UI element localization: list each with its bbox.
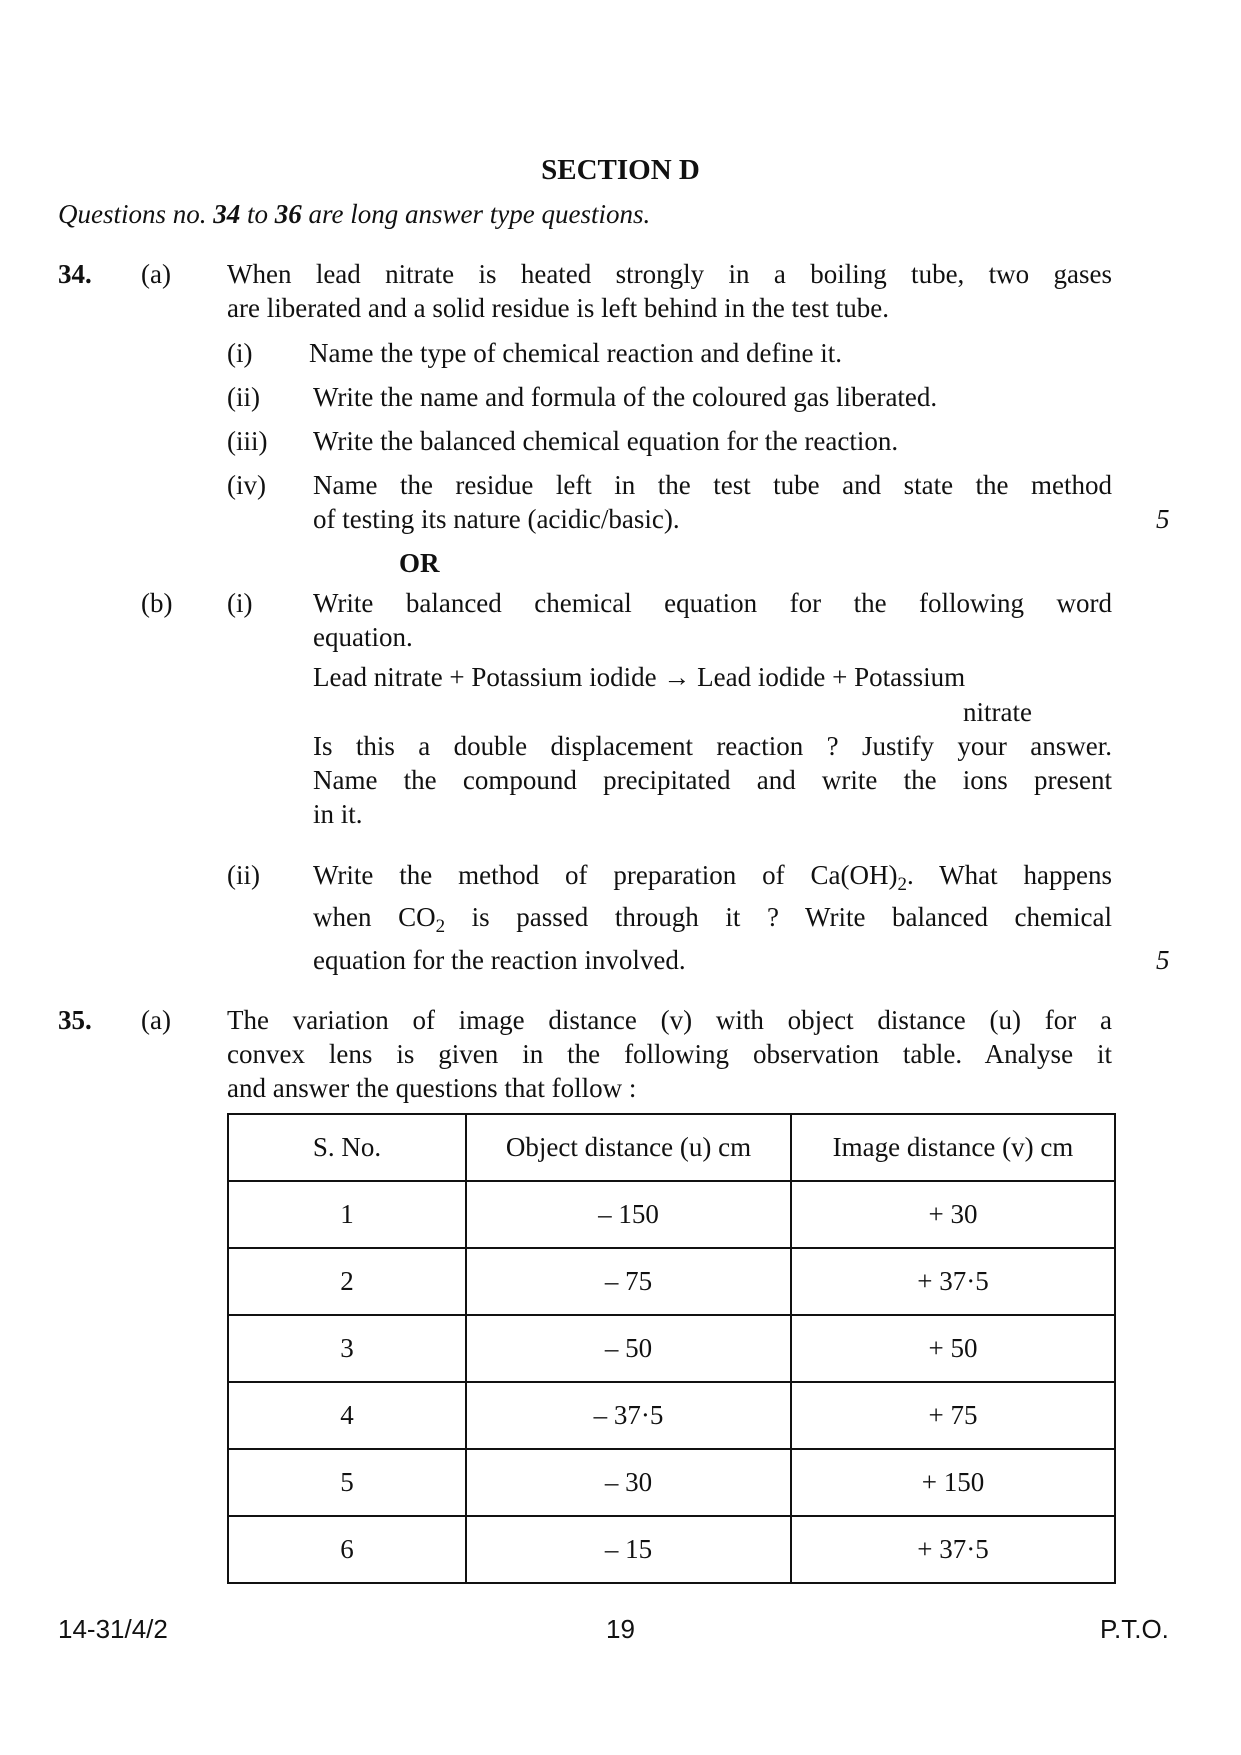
q34-a-ii-text: Write the name and formula of the coloured gas liberated.	[313, 382, 938, 412]
or-separator: OR	[399, 548, 440, 578]
cell-s-no: 5	[228, 1449, 466, 1516]
q34-a-ii-label: (ii)	[227, 382, 260, 412]
cell-object-distance: – 150	[466, 1181, 791, 1248]
header-image-distance: Image distance (v) cm	[791, 1114, 1115, 1181]
page-number: 19	[606, 1614, 635, 1644]
q34-b-i-line5: in it.	[313, 799, 363, 829]
table-row	[228, 1516, 1115, 1583]
cell-object-distance: – 30	[466, 1449, 791, 1516]
table-row	[228, 1181, 1115, 1248]
header-object-distance: Object distance (u) cm	[466, 1114, 791, 1181]
table-row	[228, 1449, 1115, 1516]
q34-a-iii-text: Write the balanced chemical equation for the reaction.	[313, 426, 899, 456]
q34-b-i-line3: Is this a double displacement reaction ? Justify your answer.	[313, 731, 1112, 761]
q34-a-iv-line1: Name the residue left in the test tube and state the method	[313, 470, 1112, 500]
cell-object-distance: – 50	[466, 1315, 791, 1382]
q34-b-marks: 5	[1156, 945, 1170, 975]
cell-object-distance: – 75	[466, 1248, 791, 1315]
q34-b-i-label: (i)	[227, 588, 253, 618]
q34-b-i-line2: equation.	[313, 622, 413, 652]
cell-image-distance: + 37·5	[791, 1516, 1115, 1583]
word-equation-line2: nitrate	[963, 697, 1032, 727]
cell-object-distance: – 15	[466, 1516, 791, 1583]
q34-b-ii-line1: Write the method of preparation of $Ca(OH)_2$. What happens	[313, 860, 1112, 895]
q34-b-i-line1: Write balanced chemical equation for the following word	[313, 588, 1112, 618]
q34-a-i-label: (i)	[227, 338, 253, 368]
paper-code: 14-31/4/2	[58, 1614, 168, 1644]
q34-a-iv-line2: of testing its nature (acidic/basic).	[313, 504, 680, 534]
q34-a-marks: 5	[1156, 504, 1170, 534]
cell-image-distance: + 37·5	[791, 1248, 1115, 1315]
cell-s-no: 6	[228, 1516, 466, 1583]
q34-a-i-text: Name the type of chemical reaction and define it.	[309, 338, 843, 368]
instruction: Questions no. 34 to 36 are long answer type questions.	[58, 199, 651, 229]
cell-s-no: 2	[228, 1248, 466, 1315]
table-row	[228, 1315, 1115, 1382]
cell-s-no: 1	[228, 1181, 466, 1248]
q34-b-ii-line3: equation for the reaction involved.	[313, 945, 686, 975]
question-number-35: 35.	[58, 1005, 92, 1035]
table-row	[228, 1382, 1115, 1449]
q34-a-line2: are liberated and a solid residue is left behind in the test tube.	[227, 293, 890, 323]
table-header-row	[228, 1114, 1115, 1181]
q35-a-line1: The variation of image distance (v) with object distance (u) for a	[227, 1005, 1112, 1035]
table-row	[228, 1248, 1115, 1315]
q34-b-ii-label: (ii)	[227, 860, 260, 890]
q35-a-line3: and answer the questions that follow :	[227, 1073, 637, 1103]
cell-s-no: 3	[228, 1315, 466, 1382]
q34-a-iii-label: (iii)	[227, 426, 268, 456]
cell-s-no: 4	[228, 1382, 466, 1449]
cell-object-distance: – 37·5	[466, 1382, 791, 1449]
q34-b-label: (b)	[141, 588, 173, 618]
q34-b-ii-line2: when $CO_2$ is passed through it ? Write balanced chemical	[313, 902, 1112, 937]
q34-a-iv-label: (iv)	[227, 470, 266, 500]
cell-image-distance: + 150	[791, 1449, 1115, 1516]
header-s-no: S. No.	[228, 1114, 466, 1181]
q34-b-i-line4: Name the compound precipitated and write the ions present	[313, 765, 1112, 795]
q34-a-line1: When lead nitrate is heated strongly in a boiling tube, two gases	[227, 259, 1112, 289]
cell-image-distance: + 75	[791, 1382, 1115, 1449]
cell-image-distance: + 30	[791, 1181, 1115, 1248]
observation-table	[227, 1113, 1116, 1584]
question-number-34: 34.	[58, 259, 92, 289]
section-title: SECTION D	[541, 154, 700, 186]
cell-image-distance: + 50	[791, 1315, 1115, 1382]
pto-label: P.T.O.	[1100, 1614, 1169, 1644]
q35-a-line2: convex lens is given in the following observation table. Analyse it	[227, 1039, 1112, 1069]
q35-a-label: (a)	[141, 1005, 171, 1035]
q34-a-label: (a)	[141, 259, 171, 289]
word-equation-line1: Lead nitrate + Potassium iodide → Lead iodide + Potassium	[313, 662, 966, 692]
